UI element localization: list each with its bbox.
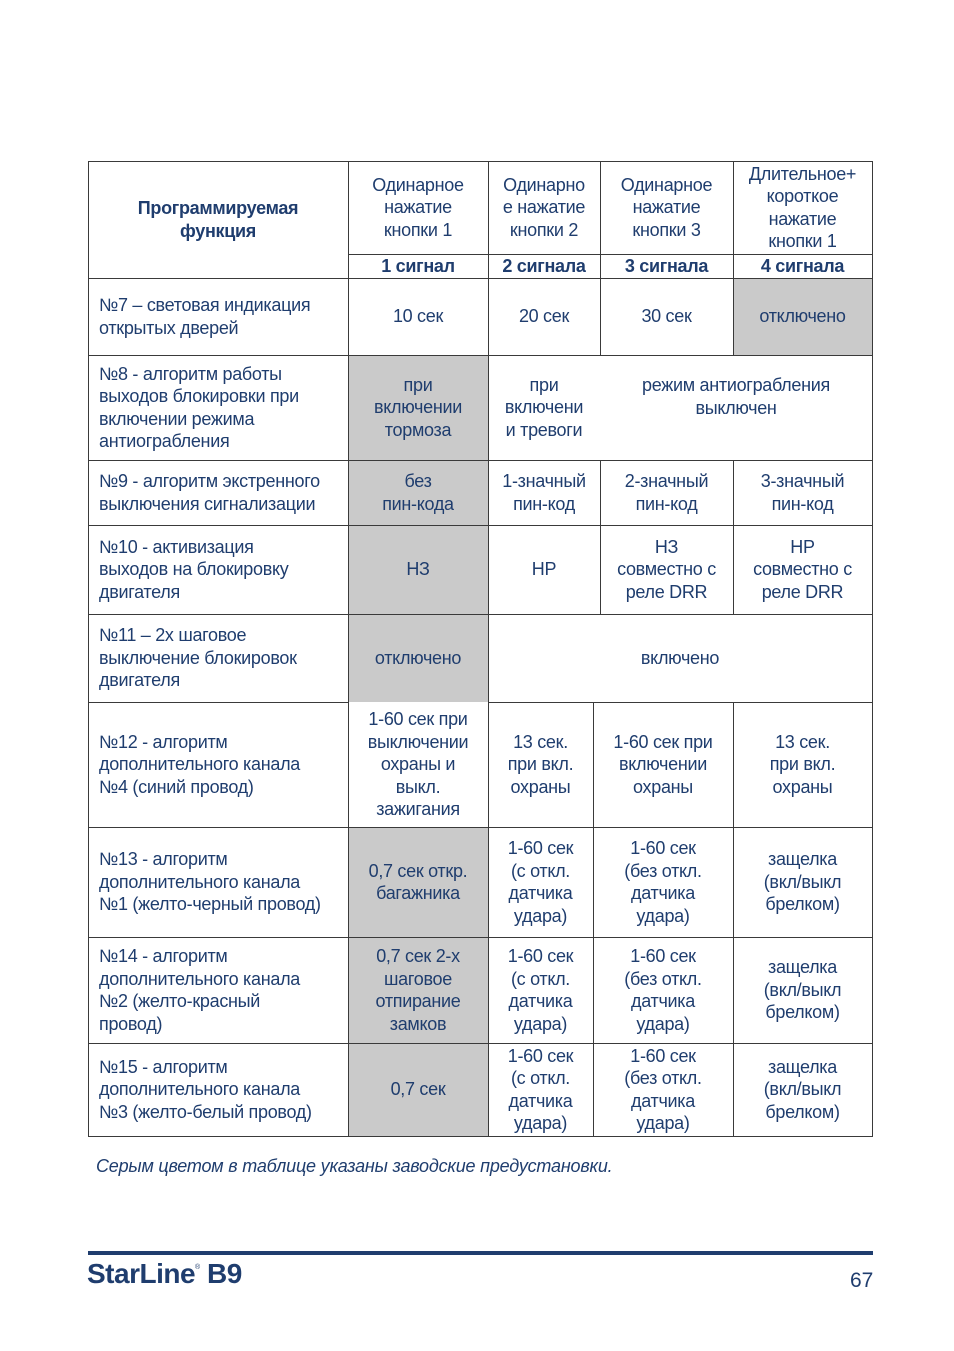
row9-cell3: 2-значный пин-код [624,471,709,514]
grid-line [600,460,601,614]
row12-cell3: 1-60 сек при включении охраны [613,731,713,797]
row7-cell2: 20 сек [518,306,570,327]
row10-cell4: НР совместно с реле DRR [753,536,852,602]
grid-line [348,254,873,255]
model-name: B9 [206,1258,242,1289]
header-col4-signal: 4 сигнала [760,255,845,276]
grid-line [733,702,734,1137]
row7-cell1: 10 сек [392,306,444,327]
header-col4-action: Длительное+ короткое нажатие кнопки 1 [748,163,857,251]
header-col1-signal: 1 сигнал [381,255,455,276]
registered-mark: ® [195,1264,200,1271]
header-col2-signal: 2 сигнала [502,255,586,276]
row9-cell4: 3-значный пин-код [760,471,845,514]
row15-label: №15 - алгоритм дополнительного канала №3 (желто-белый провод) [99,1056,312,1122]
grid-line [88,460,873,461]
grid-line [88,1136,873,1137]
row14-label: №14 - алгоритм дополнительного канала №2 (желто-красный провод) [99,946,300,1034]
grid-line [488,161,489,1137]
grid-line [88,161,873,162]
grid-line [600,161,601,355]
row13-label: №13 - алгоритм дополнительного канала №1 (желто-черный провод) [99,849,321,915]
grid-line [88,278,873,279]
row15-cell4: защелка (вкл/выкл брелком) [763,1056,842,1122]
header-col2-action: Одинарно е нажатие кнопки 2 [502,174,586,240]
row8-cell1: при включении тормоза [374,374,462,440]
grid-line [88,937,873,938]
row10-label: №10 - активизация выходов на блокировку двигателя [99,536,289,602]
grid-line [88,525,873,526]
row13-cell4: защелка (вкл/выкл брелком) [763,849,842,915]
row7-cell3: 30 сек [641,306,692,327]
row12-cell4: 13 сек. при вкл. охраны [769,731,836,797]
grid-line [88,355,873,356]
row14-cell4: защелка (вкл/выкл брелком) [763,957,842,1023]
starline-logo [87,1258,242,1290]
row12-label: №12 - алгоритм дополнительного канала №4 (синий провод) [99,731,300,797]
brand-name: StarLine [87,1258,196,1289]
grid-line [88,161,89,1137]
row8-cell3-merged: режим антиограбления выключен [642,375,830,418]
grid-line [733,161,734,355]
row14-cell1: 0,7 сек 2-х шаговое отпирание замков [375,946,461,1034]
row14-cell2: 1-60 сек (с откл. датчика удара) [507,946,574,1034]
row10-cell3: НЗ совместно с реле DRR [617,536,716,602]
row15-cell3: 1-60 сек (без откл. датчика удара) [624,1045,702,1133]
row11-cell1: отключено [374,647,462,668]
grid-line [488,702,873,703]
header-function-label: Программируемая функция [137,198,299,241]
footer-divider [88,1251,873,1255]
row9-label: №9 - алгоритм экстренного выключения сигнализации [99,471,320,514]
row7-cell4: отключено [759,306,846,327]
row12-cell2: 13 сек. при вкл. охраны [507,731,574,797]
grid-line [88,614,873,615]
grid-line [88,702,348,703]
row9-cell2: 1-значный пин-код [502,471,586,514]
header-col3-action: Одинарное нажатие кнопки 3 [620,174,713,240]
row13-cell2: 1-60 сек (с откл. датчика удара) [507,838,574,926]
row9-cell1: без пин-кода [382,471,454,514]
row10-cell1: НЗ [406,559,430,580]
row15-cell2: 1-60 сек (с откл. датчика удара) [507,1045,574,1133]
grid-line [733,460,734,614]
row13-cell1: 0,7 сек откр. багажника [368,860,468,903]
row14-cell3: 1-60 сек (без откл. датчика удара) [624,946,702,1034]
page-number: 67 [850,1269,874,1292]
grid-line [88,1043,873,1044]
grid-line [872,161,873,1137]
row10-cell2: НР [531,559,557,580]
factory-defaults-note: Серым цветом в таблице указаны заводские предустановки. [96,1156,613,1176]
row8-cell2: при включени и тревоги [504,374,584,440]
row8-label: №8 - алгоритм работы выходов блокировки при включении режима антиограбления [99,363,299,451]
row11-cell2-merged: включено [640,647,720,668]
grid-line [593,702,594,1137]
row11-label: №11 – 2х шаговое выключение блокировок двигателя [99,625,297,691]
row12-cell1: 1-60 сек при выключении охраны и выкл. зажигания [367,709,469,820]
row7-label: №7 – световая индикация открытых дверей [99,295,311,338]
header-col1-action: Одинарное нажатие кнопки 1 [372,174,464,240]
grid-line [88,827,873,828]
header-col3-signal: 3 сигнала [624,255,709,276]
row15-cell1: 0,7 сек [390,1079,446,1100]
grid-line [348,161,349,1137]
row13-cell3: 1-60 сек (без откл. датчика удара) [624,838,702,926]
